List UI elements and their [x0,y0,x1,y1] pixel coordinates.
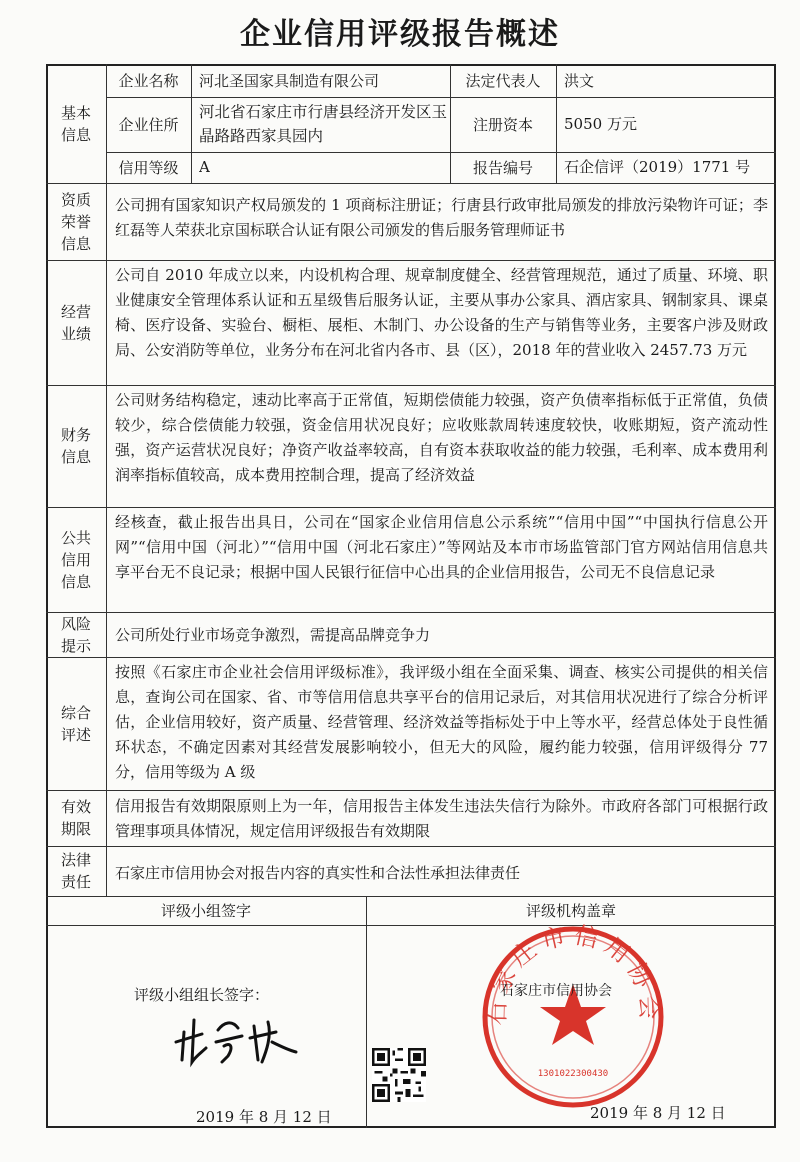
validity-text: 信用报告有效期限原则上为一年，信用报告主体发生违法失信行为除外。市政府各部门可根据行政管理事项具体情况，规定信用评级报告有效期限 [115,797,768,840]
basic-info-label: 基本信息 [60,103,91,144]
seal-number: 1301022300430 [537,1069,609,1079]
legal-rep-value: 洪文 [564,72,595,90]
capital-value: 5050 万元 [564,115,637,133]
financial-info-text: 公司财务结构稳定，速动比率高于正常值，短期偿债能力较强，资产负债率指标低于正常值，负债较少，综合偿债能力较强，资金信用状况良好；应收账款周转速度较快，收账期短，资产流动性强，资产运营状况良好；净资产收益率较高，自有资本获取收益的能力较强，毛利率、成本费用利润率指标值较高，成本费用控制合理，提高了经济效益 [115,391,768,484]
leader-sign-label: 评级小组组长签字： [134,986,270,1004]
business-performance-label: 经营业绩 [60,302,91,343]
left-date: 2019 年 8 月 12 日 [196,1108,332,1126]
summary-label: 综合评述 [60,703,91,744]
seal-name: 石家庄市信用协会 [482,922,664,1026]
divider [106,152,776,153]
address-label: 企业住所 [118,115,179,134]
legal-rep-label: 法定代表人 [465,71,541,90]
seal-overlay-text: 石家庄市信用协会 [500,983,612,999]
legal-liability-label: 法律责任 [60,851,91,891]
capital-label: 注册资本 [472,115,533,134]
risk-label: 风险提示 [60,614,91,655]
org-seal-header: 评级机构盖章 [525,902,616,920]
report-no-label: 报告编号 [472,158,533,177]
address-value: 河北省石家庄市行唐县经济开发区玉晶路路西家具园内 [199,103,447,145]
report-no-value: 石企信评（2019）1771 号 [564,158,751,176]
credit-grade-label: 信用等级 [118,158,179,177]
qr-code [372,1048,426,1102]
divider [46,896,776,897]
divider [191,64,192,183]
legal-liability-text: 石家庄市信用协会对报告内容的真实性和合法性承担法律责任 [115,864,521,882]
public-credit-text: 经核查，截止报告出具日，公司在“国家企业信用信息公示系统”“信用中国”“中国执行信息公开网”“信用中国（河北）”“信用中国（河北石家庄）”等网站及本市市场监管部门官方网站信用信息共享平台无不良记录；根据中国人民银行征信中心出具的企业信用报告，公司无不良信息记录 [115,513,768,581]
page-title: 企业信用评级报告概述 [240,17,560,52]
financial-info-label: 财务信息 [60,426,91,466]
official-seal [478,922,668,1112]
divider [46,846,776,847]
divider [46,183,776,184]
credit-grade-value: A [199,158,210,176]
team-sign-header: 评级小组签字 [160,902,251,920]
divider [106,97,776,98]
public-credit-label: 公共信用信息 [60,528,91,591]
business-performance-text: 公司自 2010 年成立以来，内设机构合理、规章制度健全、经营管理规范，通过了质量、环境、职业健康安全管理体系认证和五星级售后服务认证，主要从事办公家具、酒店家具、钢制家具、课桌椅、医疗设备、实验台、橱柜、展柜、木制门、办公设备的生产与销售等业务，主要客户涉及财政局、公安消防等单位，业务分布在河北省内各市、县（区），2018 年的营业收入 2457.73 万元 [115,266,768,359]
risk-text: 公司所处行业市场竞争激烈，需提高品牌竞争力 [115,626,431,644]
divider [46,612,776,613]
divider [556,64,557,183]
company-name-value: 河北圣国家具制造有限公司 [199,72,380,90]
handwritten-signature [172,1012,302,1072]
summary-text: 按照《石家庄市企业社会信用评级标准》，我评级小组在全面采集、调查、核实公司提供的相关信息，查询公司在国家、省、市等信用信息共享平台的信用记录后，对其信用状况进行了综合分析评估，企业信用较好，资产质量、经营管理、经济效益等指标处于中上等水平，经营总体处于良性循环状态，不确定因素对其经营发展影响较小，但无大的风险，履约能力较强，信用评级得分 77 分，信用等级为 A 级 [115,663,768,781]
company-name-label: 企业名称 [118,71,179,90]
divider [366,896,367,1128]
right-date: 2019 年 8 月 12 日 [590,1104,726,1122]
qualification-text: 公司拥有国家知识产权局颁发的 1 项商标注册证；行唐县行政审批局颁发的排放污染物许可证；李红磊等人荣获北京国标联合认证有限公司颁发的售后服务管理师证书 [115,196,768,239]
qualification-label: 资质荣誉信息 [60,190,91,253]
validity-label: 有效期限 [60,798,91,838]
